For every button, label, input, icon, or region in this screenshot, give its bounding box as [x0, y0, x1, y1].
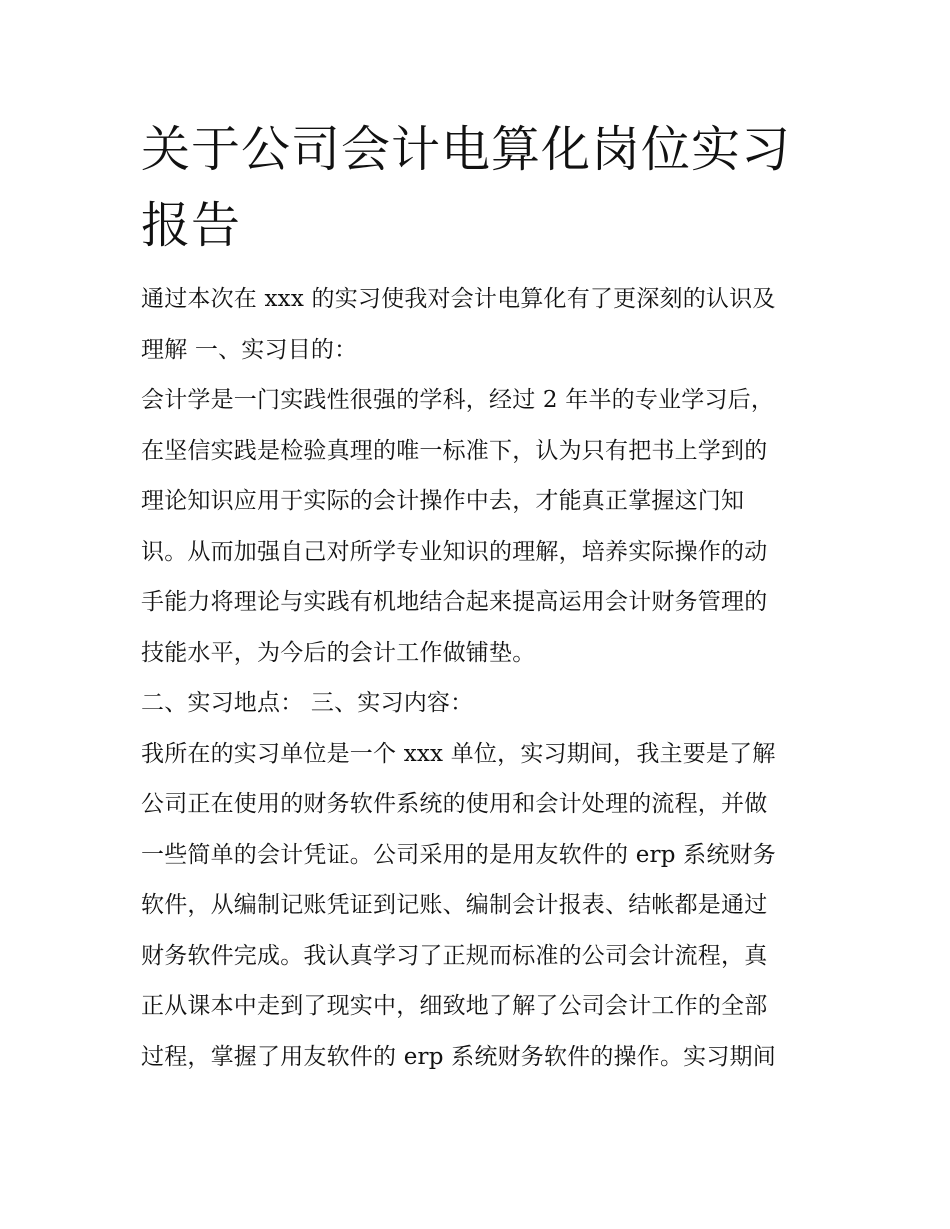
document-page	[141, 112, 813, 1082]
text-line: 二、实习地点： 三、实习内容：	[141, 690, 474, 716]
text-line: 过程，掌握了用友软件的 erp 系统财务软件的操作。实习期间	[141, 1043, 776, 1070]
paragraph-details	[141, 729, 813, 1083]
text-line: 通过本次在 xxx 的实习使我对会计电算化有了更深刻的认识及	[141, 286, 776, 312]
text-line: 技能水平，为今后的会计工作做铺垫。	[141, 639, 536, 666]
title-line: 关于公司会计电算化岗位实习	[141, 121, 792, 178]
text-line: 理解 一、实习目的：	[141, 336, 358, 363]
text-line: 一些简单的会计凭证。公司采用的是用友软件的 erp 系统财务	[141, 841, 776, 868]
document-body	[141, 274, 813, 1082]
paragraph-intro	[141, 274, 813, 375]
title-line: 报告	[141, 197, 242, 254]
paragraph-purpose	[141, 375, 813, 678]
text-line: 会计学是一门实践性很强的学科，经过 2 年半的专业学习后，	[141, 387, 775, 413]
paragraph-location-content	[141, 678, 813, 729]
document-title	[141, 112, 813, 264]
text-line: 软件，从编制记账凭证到记账、编制会计报表、结帐都是通过	[141, 892, 768, 918]
text-line: 手能力将理论与实践有机地结合起来提高运用会计财务管理的	[141, 589, 768, 615]
text-line: 在坚信实践是检验真理的唯一标准下，认为只有把书上学到的	[141, 437, 768, 464]
text-line: 财务软件完成。我认真学习了正规而标准的公司会计流程，真	[141, 942, 768, 969]
text-line: 识。从而加强自己对所学专业知识的理解，培养实际操作的动	[141, 538, 768, 565]
text-line: 正从课本中走到了现实中，细致地了解了公司会计工作的全部	[141, 993, 768, 1019]
text-line: 理论知识应用于实际的会计操作中去，才能真正掌握这门知	[141, 488, 745, 514]
text-line: 公司正在使用的财务软件系统的使用和会计处理的流程，并做	[141, 791, 768, 817]
text-line: 我所在的实习单位是一个 xxx 单位，实习期间，我主要是了解	[141, 740, 776, 767]
